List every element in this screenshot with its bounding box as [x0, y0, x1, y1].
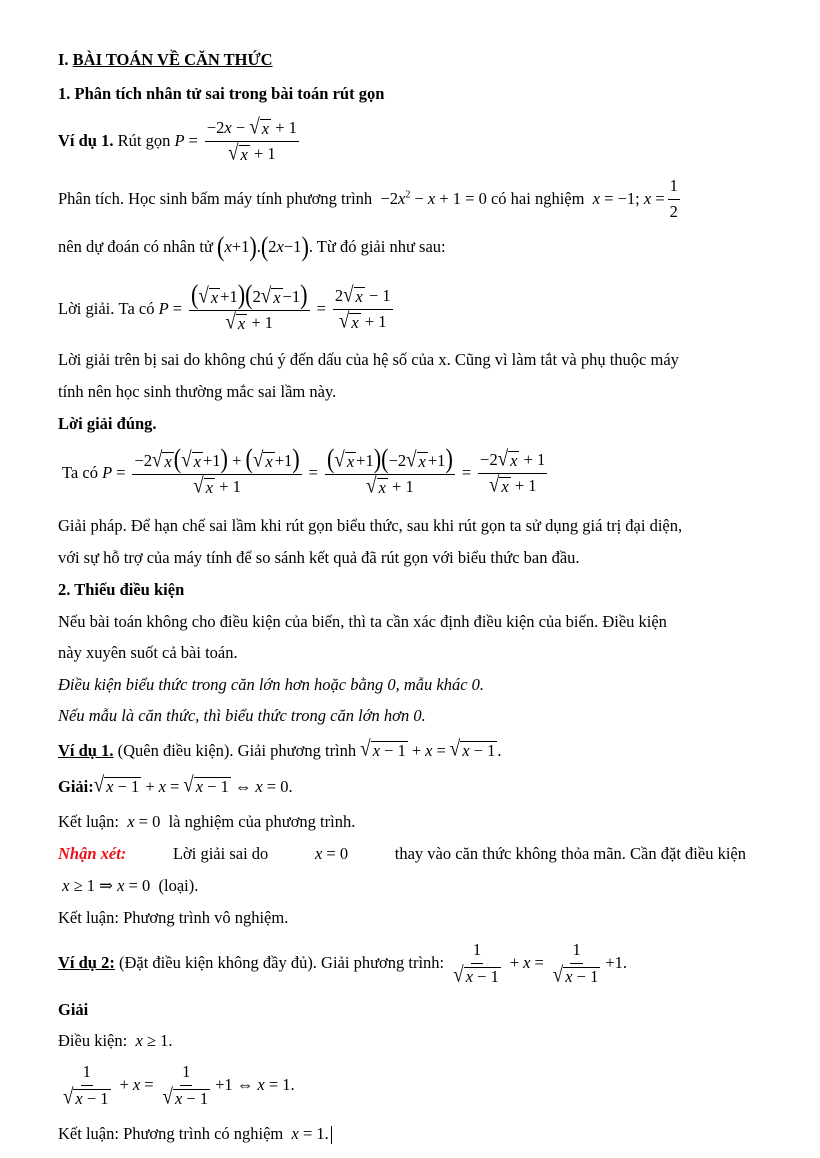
math-fraction: ( √ x +1)(2 √ x −1) √ x + 1: [191, 278, 308, 335]
math-fraction: −2 √ x ( √ x +1) + ( √ x +1) √ x + 1: [134, 442, 300, 499]
example-3-line: Ví dụ 2: (Đặt điều kiện không đầy đủ). Giải phương trình: 1 √ x − 1 + x = 1 √ x − 1 +1 .: [58, 940, 628, 988]
example-label: Ví dụ 1.: [58, 131, 114, 151]
math-fraction: 1 √ x − 1: [552, 940, 599, 988]
conclusion-2-line: Kết luận: x = 0 là nghiệm của phương trình.: [58, 812, 356, 831]
wrong-solution-line: Lời giải. Ta có P = ( √ x +1)(2 √ x −1) √ x + 1 = 2 √ x − 1 √ x + 1: [58, 278, 391, 335]
solution-3-title: Giải: [58, 1000, 89, 1019]
wrong-note-line-2: tính nên học sinh thường mắc sai lầm này.: [58, 382, 337, 401]
analysis-line-1: Phân tích. Học sinh bấm máy tính phương trình $-2x^2 - x + 1 = 0$ có hai nghiệm x = −1; x = $\frac{1}{2}$: [58, 176, 678, 221]
section-heading: [58, 50, 273, 71]
correct-solution-line: Ta có P = −2 √ x ( √ x +1) + ( √ x +1) √ x + 1 = ( √ x +1)(−2 √ x +1) √ x + 1 = −2 √ x + 1 √ x + 1: [62, 442, 546, 499]
subsection-heading-2: 2. Thiếu điều kiện: [58, 580, 185, 599]
math-fraction: $\frac{1}{2}$: [669, 176, 678, 221]
condition-italic-2: Nếu mẫu là căn thức, thì biểu thức trong căn lớn hơn 0.: [58, 706, 426, 725]
math-equation: $-2x^2 - x + 1 = 0$: [376, 188, 487, 208]
analysis-line-2: nên dự đoán có nhân tử ( x +1 ) . ( 2 x −1 ) . Từ đó giải như sau:: [58, 230, 446, 263]
condition-line-1: Nếu bài toán không cho điều kiện của biến, thì ta cần xác định điều kiện của biến. Điều kiện: [58, 612, 667, 631]
condition-line-2: này xuyên suốt cả bài toán.: [58, 643, 238, 662]
text-cursor: [331, 1126, 332, 1144]
math-fraction: −2 √ x + 1 √ x + 1: [480, 446, 546, 498]
math-fraction: 1 √ x − 1: [63, 1062, 109, 1110]
remark-line-1: Nhận xét: Lời giải sai do x = 0 thay vào căn thức không thỏa mãn. Cần đặt điều kiện: [58, 844, 746, 863]
condition-3-line: Điều kiện: x ≥ 1.: [58, 1031, 173, 1050]
section-number: I.: [58, 50, 69, 69]
example-2-line: Ví dụ 1. (Quên điều kiện). Giải phương trình √ x − 1 + x = √ x − 1 .: [58, 737, 502, 762]
subsection-heading-1: 1. Phân tích nhân tử sai trong bài toán rút gọn: [58, 84, 385, 103]
method-line-1: Giải pháp. Để hạn chế sai lầm khi rút gọn biểu thức, sau khi rút gọn ta sử dụng giá trị đại diện,: [58, 516, 683, 535]
correct-solution-title: Lời giải đúng.: [58, 414, 157, 433]
example-text: Rút gọn: [117, 131, 171, 151]
conclusion-4-line: Kết luận: Phương trình có nghiệm x = 1.: [58, 1124, 332, 1145]
solution-2-line: Giải: √ x − 1 + x = √ x − 1 ⇔ x = 0 .: [58, 773, 293, 798]
remark-label: Nhận xét:: [58, 844, 127, 863]
condition-italic-1: Điều kiện biểu thức trong căn lớn hơn hoặc bằng 0, mẫu khác 0.: [58, 675, 485, 694]
math-fraction: 1 √ x − 1: [162, 1062, 209, 1110]
section-title: BÀI TOÁN VỀ CĂN THỨC: [72, 50, 273, 69]
math-fraction: 2 √ x − 1 √ x + 1: [334, 282, 391, 334]
remark-line-2: x ≥ 1 ⇒ x = 0 (loại).: [62, 876, 199, 895]
math-fraction: −2x − √ x + 1 √ x + 1: [206, 115, 297, 166]
method-line-2: với sự hỗ trợ của máy tính để so sánh kết quả đã rút gọn với biểu thức ban đầu.: [58, 548, 580, 567]
solution-3-equation: 1 √ x − 1 + x = 1 √ x − 1 +1 ⇔ x = 1.: [63, 1062, 295, 1110]
wrong-note-line-1: Lời giải trên bị sai do không chú ý đến dấu của hệ số của x. Cũng vì làm tắt và phụ thuộc máy: [58, 350, 679, 369]
math-fraction: ( √ x +1)(−2 √ x +1) √ x + 1: [326, 442, 453, 499]
conclusion-3-line: Kết luận: Phương trình vô nghiệm.: [58, 908, 289, 927]
math-fraction: 1 √ x − 1: [453, 940, 499, 988]
example-1-line: Ví dụ 1. Rút gọn P = −2x − √ x + 1 √ x + 1: [58, 115, 297, 166]
